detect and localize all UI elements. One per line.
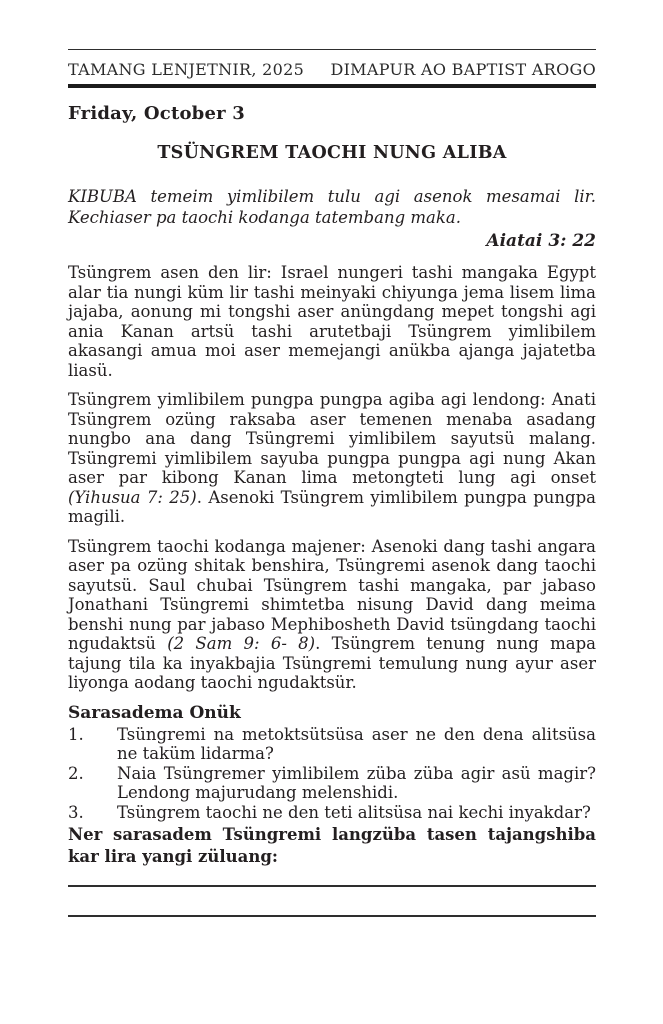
devotion-title: TSÜNGREM TAOCHI NUNG ALIBA — [157, 143, 507, 163]
paragraph-text: Tsüngrem yimlibilem pungpa pungpa agiba agi lendong: Anati Tsüngrem ozüng raksaba aser temenen menaba asadang nungbo ana dang Tsüngremi yimlibilem sayutsü malang. Tsüngremi yimlibilem sayuba pungpa pungpa agi nung Akan aser par kibong Kanan lima metongteti lung agi onset — [68, 390, 596, 487]
answer-line-2 — [68, 915, 596, 917]
closing-instruction: Ner sarasadem Tsüngremi langzüba tasen tajangshiba kar lira yangi züluang: — [68, 825, 596, 866]
question-text: Tsüngremi na metoktsütsüsa aser ne den dena alitsüsa ne taküm lidarma? — [117, 724, 596, 763]
paragraph-text: . Tsüngrem tenung nung mapa tajung tila ka inyakbajia Tsüngremi temulung nung ayur aser liyonga aodang taochi ngudaktsür. — [68, 634, 596, 692]
body-paragraph-2 — [68, 390, 596, 527]
page-header — [68, 60, 596, 79]
question-item — [68, 725, 596, 764]
questions-list — [68, 725, 596, 823]
body-paragraph-3 — [68, 537, 596, 693]
header-bottom-rule — [68, 84, 596, 88]
scripture-reference: Aiatai 3: 22 — [486, 231, 596, 251]
question-number: 2. — [68, 763, 84, 783]
paragraph-text: . Asenoki Tsüngrem yimlibilem pungpa pungpa magili. — [68, 487, 596, 526]
question-text: Tsüngrem taochi ne den teti alitsüsa nai kechi inyakdar? — [117, 802, 591, 822]
question-item — [68, 764, 596, 803]
scripture-verse: KIBUBA temeim yimlibilem tulu agi asenok mesamai lir. Kechiaser pa taochi kodanga tatembang maka. — [68, 187, 596, 227]
body-paragraph-1: Tsüngrem asen den lir: Israel nungeri tashi mangaka Egypt alar tia nungi küm lir tashi meinyaki chiyunga jema lisem lima jajaba, aonung mi tongshi aser anüngdang mepet tongshi agi ania Kanan artsü tashi arutetbaji Tsüngrem yimlibilem akasangi amua moi aser memejangi anükba ajanga jajatetba liasü. — [68, 263, 596, 380]
publication-title: TAMANG LENJETNIR, 2025 — [68, 60, 305, 79]
question-number: 1. — [68, 724, 84, 744]
questions-heading: Sarasadema Onük — [68, 702, 241, 723]
header-top-rule — [68, 49, 596, 50]
answer-line-1 — [68, 885, 596, 887]
organization-name: DIMAPUR AO BAPTIST AROGO — [330, 60, 596, 79]
question-item — [68, 803, 596, 823]
scripture-citation: (2 Sam 9: 6- 8) — [167, 634, 316, 653]
entry-date: Friday, October 3 — [68, 103, 245, 124]
scripture-citation: (Yihusua 7: 25) — [68, 487, 197, 507]
question-number: 3. — [68, 802, 84, 822]
question-text: Naia Tsüngremer yimlibilem züba züba agir asü magir? Lendong majurudang melenshidi. — [117, 763, 596, 802]
paragraph-text: Tsüngrem taochi kodanga majener: Asenoki dang tashi angara aser pa ozüng shitak benshira, Tsüngremi asenok dang taochi sayutsü. Saul chubai Tsüngrem tashi mangaka, par jabaso Jonathani Tsüngremi shimtetba nisung David dang meima benshi nung par jabaso Mephibosheth David tsüngdang taochi ngudaktsü — [68, 536, 596, 653]
